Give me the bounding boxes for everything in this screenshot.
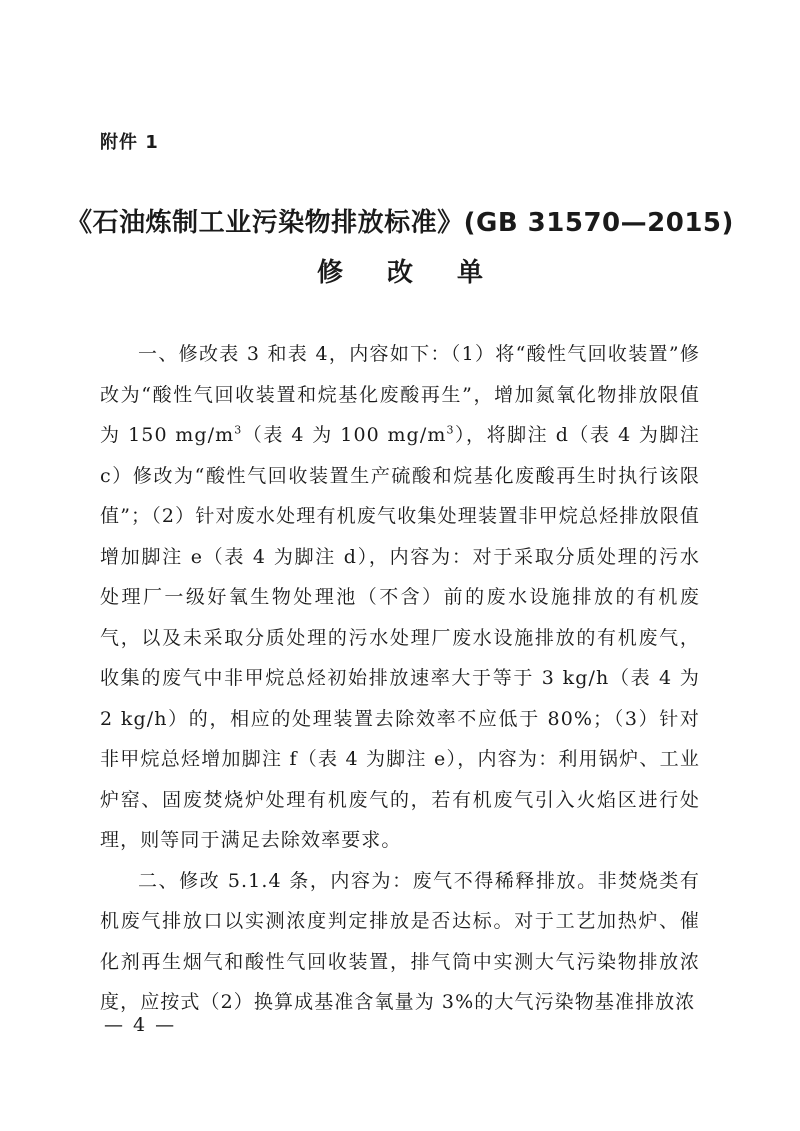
superscript-unit-2: 3 <box>446 423 455 437</box>
document-body <box>100 334 700 1023</box>
paragraph-1-part-a: 一、修改表 3 和表 4，内容如下：（1）将“酸性气回收装置”修改为“酸性气回收装置和烷基化废酸再生”，增加氮氧化物排放限值为 150 mg/m <box>100 343 700 446</box>
paragraph-1-part-c: ），将脚注 d（表 4 为脚注 c）修改为“酸性气回收装置生产硫酸和烷基化废酸再生时执行该限值”；（2）针对废水处理有机废气收集处理装置非甲烷总烃排放限值增加脚注 e（表 4 为脚注 d），内容为：对于采取分质处理的污水处理厂一级好氧生物处理池（不含）前的废水设施排放的有机废气，以及未采取分质处理的污水处理厂废水设施排放的有机废气，收集的废气中非甲烷总烃初始排放速率大于等于 3 kg/h（表 4 为 2 kg/h）的，相应的处理装置去除效率不应低于 80%；（3）针对非甲烷总烃增加脚注 f（表 4 为脚注 e），内容为：利用锅炉、工业炉窑、固废焚烧炉处理有机废气的，若有机废气引入火焰区进行处理，则等同于满足去除效率要求。 <box>100 424 701 851</box>
page-number: — 4 — <box>104 1014 177 1036</box>
paragraph-1 <box>100 334 700 861</box>
paragraph-1-part-b: （表 4 为 100 mg/m <box>242 424 447 446</box>
document-subtitle: 修改单 <box>316 258 527 288</box>
document-title: 《石油炼制工业污染物排放标准》(GB 31570—2015) <box>66 208 734 238</box>
attachment-label: 附件 1 <box>100 132 159 153</box>
superscript-unit-1: 3 <box>234 423 243 437</box>
paragraph-2: 二、修改 5.1.4 条，内容为：废气不得稀释排放。非焚烧类有机废气排放口以实测浓度判定排放是否达标。对于工艺加热炉、催化剂再生烟气和酸性气回收装置，排气筒中实测大气污染物排放浓度，应按式（2）换算成基准含氧量为 3%的大气污染物基准排放浓 <box>100 869 700 1013</box>
